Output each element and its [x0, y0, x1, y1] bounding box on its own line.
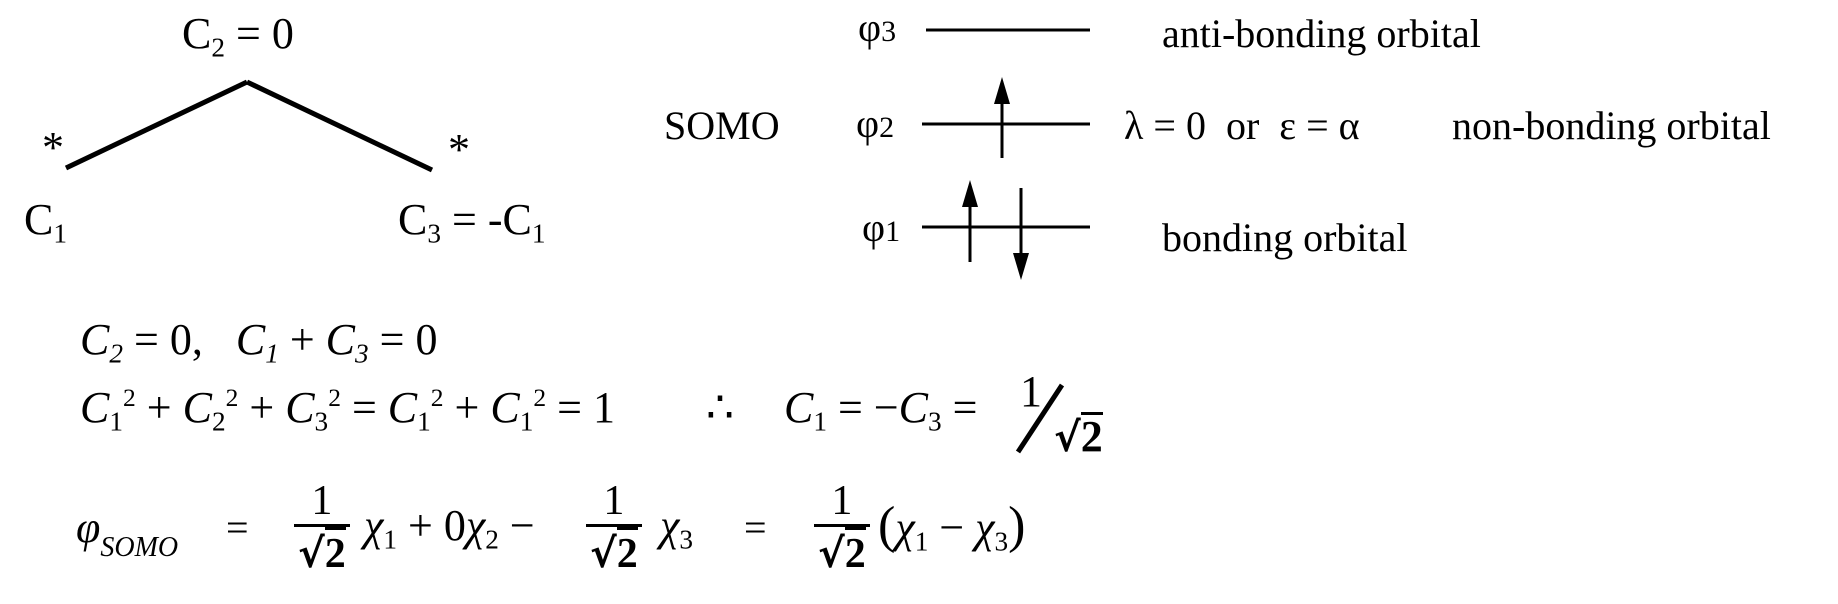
equation-line-2: $C_1^2 + C_2^2 + C_3^2 = C_1^2 + C_1^2 = 1$	[80, 383, 615, 437]
electron-down-phi1	[1013, 188, 1029, 280]
phi3-label: φ3	[858, 5, 897, 50]
phi-somo: $\varphi_{SOMO}$	[76, 503, 179, 563]
c1-coefficient-label: $C_1$	[24, 195, 67, 249]
bond-c1-c2	[66, 82, 247, 168]
equals-2: =	[744, 505, 767, 550]
sqrt-two: √2	[1054, 412, 1103, 461]
energy-condition: λ = 0 or ε = α	[1124, 103, 1360, 148]
anti-bonding-label: anti-bonding orbital	[1162, 11, 1481, 56]
phi2-label: φ2	[856, 101, 895, 146]
non-bonding-label: non-bonding orbital	[1452, 103, 1771, 148]
c1-result: $C_1 = -C_3$ =	[784, 383, 978, 437]
chi3-term: $\chi_3$	[660, 501, 693, 555]
somo-label: SOMO	[664, 103, 780, 148]
c3-coefficient-label: $C_3 = -C_1$	[398, 195, 546, 249]
c2-coefficient-label: $C_2 = 0$	[182, 9, 294, 63]
radical-mark-right: *	[448, 125, 470, 174]
bond-c2-c3	[247, 82, 432, 170]
equation-line-1: $C_2 = 0$, $C_1 + C_3 = 0$	[80, 315, 438, 369]
factored-terms: $(\chi_1 - \chi_3)$	[878, 497, 1026, 557]
equals-1: =	[226, 505, 249, 550]
phi1-label: φ1	[862, 205, 901, 250]
fraction-one: 1	[1020, 367, 1042, 416]
therefore-symbol: ∴	[706, 383, 734, 432]
electron-up-phi2	[994, 77, 1010, 158]
fraction-1: $\frac{1}{√2}$	[288, 478, 356, 578]
expansion-terms: $\chi_1 + 0\chi_2$ −	[364, 501, 535, 555]
radical-mark-left: *	[42, 123, 64, 172]
fraction-3: $\frac{1}{√2}$	[808, 478, 876, 578]
electron-up-phi1	[962, 180, 978, 262]
fraction-2: $\frac{1}{√2}$	[580, 478, 648, 578]
bonding-label: bonding orbital	[1162, 215, 1408, 260]
